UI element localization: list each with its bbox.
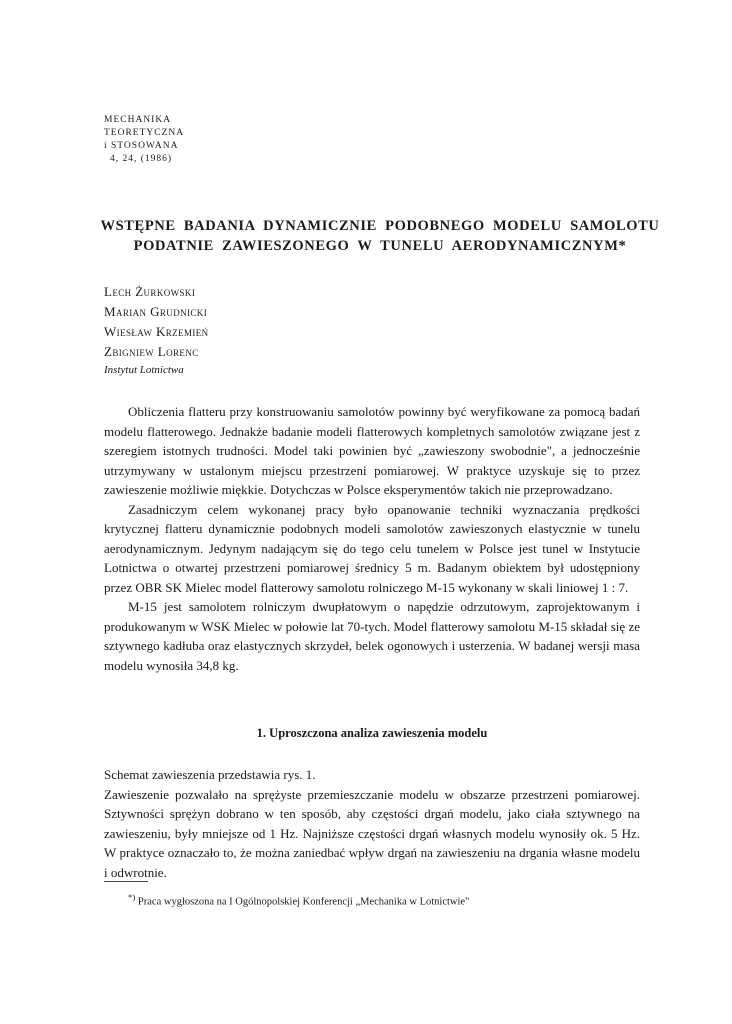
footnote-marker: *)	[128, 892, 136, 902]
journal-line: TEORETYCZNA	[104, 128, 185, 138]
affiliation: Instytut Lotnictwa	[104, 364, 184, 376]
journal-header	[104, 114, 184, 166]
journal-issue: 4, 24, (1986)	[110, 154, 173, 164]
title-line: PODATNIE ZAWIESZONEGO W TUNELU AERODYNAMICZNYM*	[133, 238, 627, 254]
body-paragraph: M-15 jest samolotem rolniczym dwupłatowym o napędzie odrzutowym, zaprojektowanym i produkowanym w WSK Mielec w połowie lat 70-tych. Model flatterowy samolotu M-15 składał się ze sztywnego kadłuba oraz elastycznych skrzydeł, belek ogonowych i usterzenia. W badanej wersji masa modelu wynosiła 34,8 kg.	[104, 599, 640, 673]
footnote-divider	[104, 881, 148, 882]
body-paragraph: Zasadniczym celem wykonanej pracy było opanowanie techniki wyznaczania prędkości krytycznej flatteru dynamicznie podobnych modeli samolotów zawieszonych elastycznie w tunelu aerodynamicznym. Jedynym nadającym się do tego celu tunelem w Polsce jest tunel w Instytucie Lotnictwa o otwartej przestrzeni pomiarowej średnicy 5 m. Badanym obiektem był udostępniony przez OBR SK Mielec model flatterowy samolotu rolniczego M-15 wykonany w skali liniowej 1 : 7.	[104, 501, 640, 595]
section-paragraph: Schemat zawieszenia przedstawia rys. 1.	[104, 767, 316, 782]
journal-line: MECHANIKA	[104, 115, 172, 125]
author: Zbigniew Lorenc	[104, 344, 199, 359]
title-line: WSTĘPNE BADANIA DYNAMICZNIE PODOBNEGO MODELU SAMOLOTU	[100, 218, 660, 234]
author: Marian Grudnicki	[104, 304, 208, 319]
footnote-text: Praca wygłoszona na I Ogólnopolskiej Konferencji „Mechanika w Lotnictwie"	[137, 896, 470, 908]
section-body	[104, 765, 640, 882]
footnote	[128, 892, 469, 908]
paper-title	[80, 216, 680, 256]
journal-line: i STOSOWANA	[104, 141, 179, 151]
author: Lech Żurkowski	[104, 284, 196, 299]
abstract-body	[104, 402, 640, 675]
author-list	[104, 282, 209, 362]
body-paragraph: Obliczenia flatteru przy konstruowaniu samolotów powinny być weryfikowane za pomocą badań modelu flatterowego. Jednakże badanie modeli flatterowych kompletnych samolotów związane jest z szeregiem istotnych trudności. Model taki powinien być „zawieszony swobodnie", a jednocześnie utrzymywany w ustalonym miejscu przestrzeni pomiarowej. W praktyce uzyskuje się to przez zawieszenie możliwie miękkie. Dotychczas w Polsce eksperymentów takich nie przeprowadzano.	[104, 404, 640, 497]
section-heading: 1. Uproszczona analiza zawieszenia modelu	[256, 726, 488, 740]
section-paragraph: Zawieszenie pozwalało na sprężyste przemieszczanie modelu w obszarze przestrzeni pomiarowej. Sztywności sprężyn dobrano w ten sposób, aby częstości drgań modelu, jako ciała sztywnego na zawieszeniu, były mniejsze od 1 Hz. Najniższe częstości drgań własnych modelu wynosiły ok. 5 Hz. W praktyce oznaczało to, że można zaniedbać wpływ drgań na zawieszeniu na drgania własne modelu i odwrotnie.	[104, 786, 640, 880]
author: Wiesław Krzemień	[104, 324, 209, 339]
